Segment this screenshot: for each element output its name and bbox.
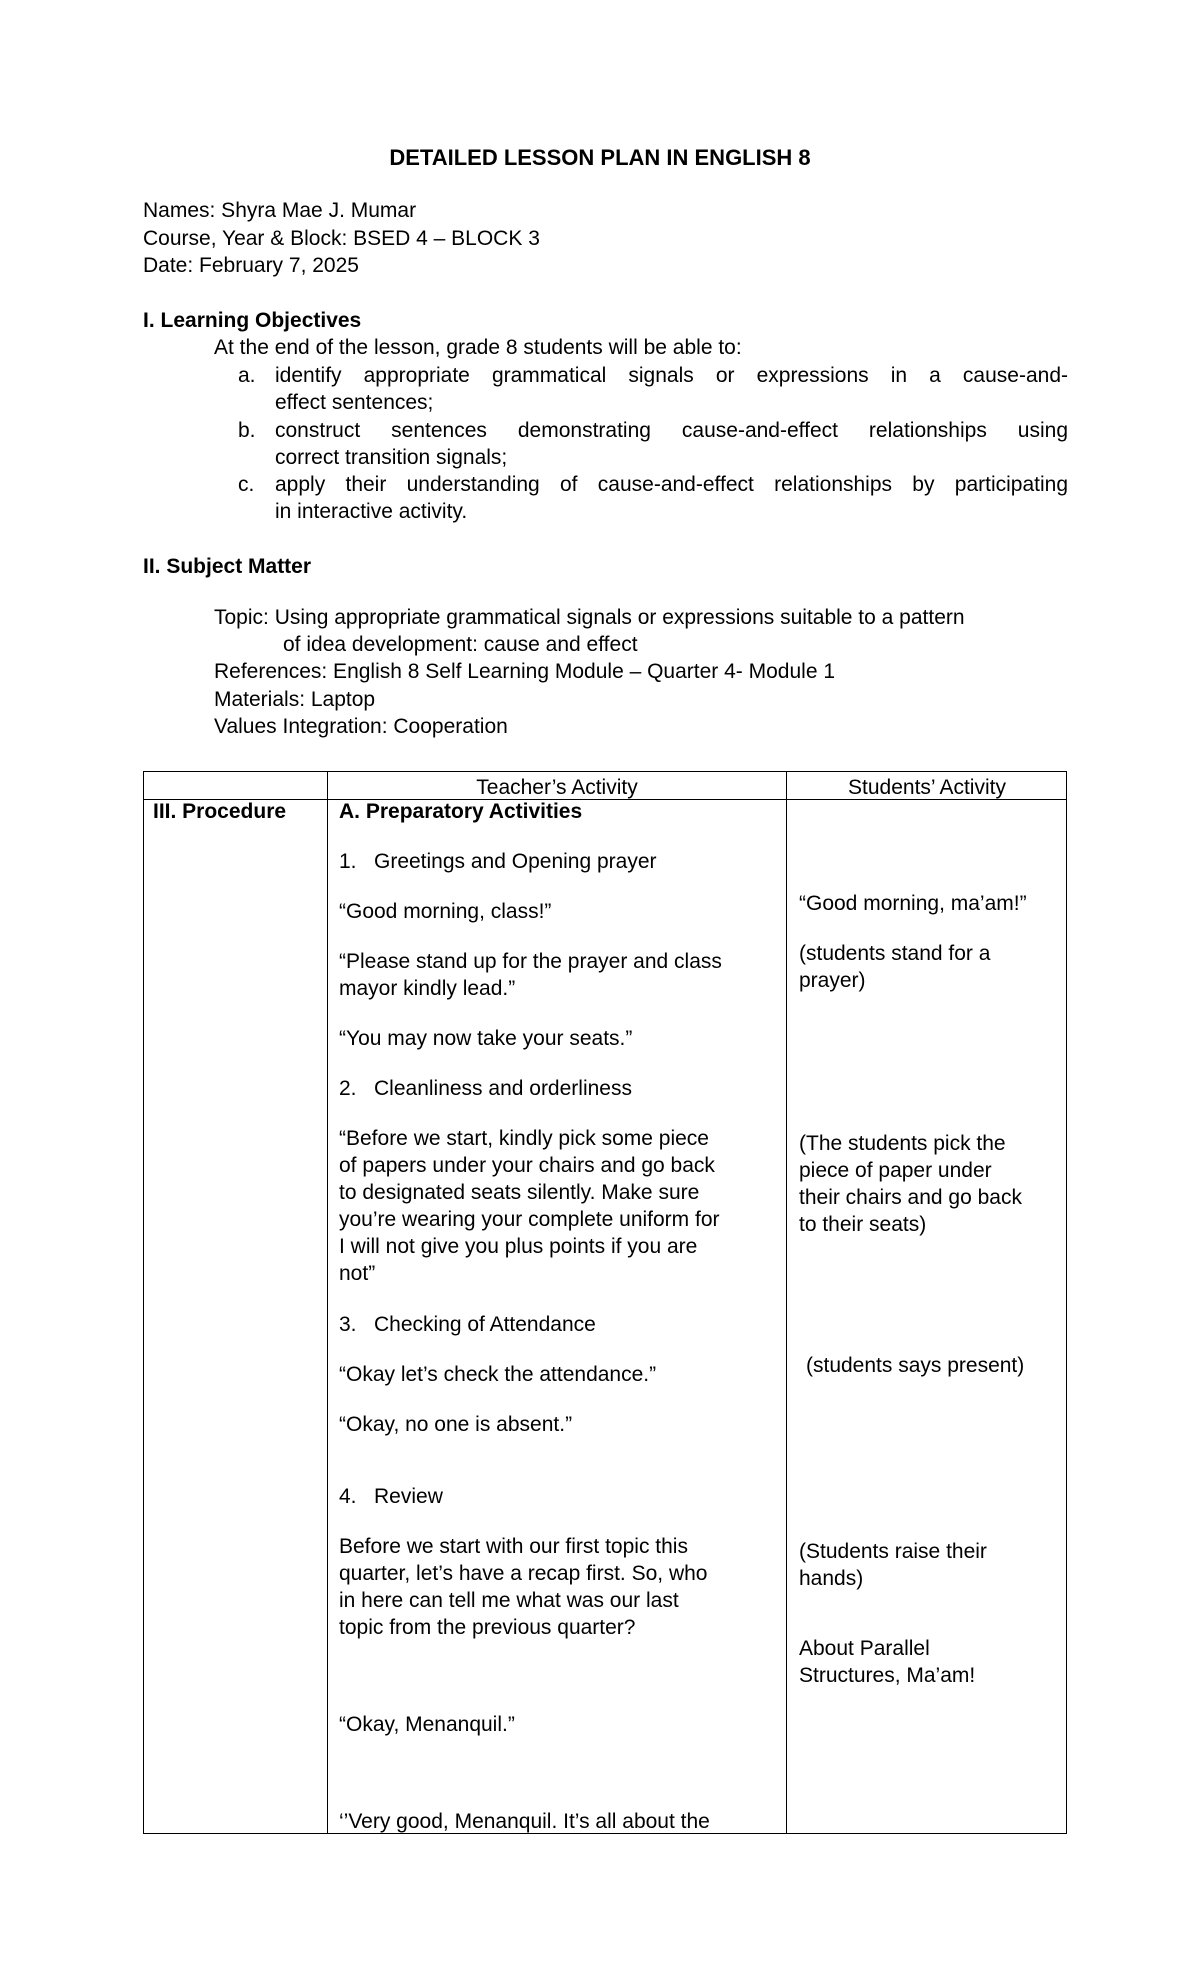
teacher-activity-header: Teacher’s Activity [476, 776, 638, 799]
materials: Materials: Laptop [214, 688, 376, 711]
teacher-line: Before we start with our first topic this [339, 1535, 688, 1558]
step-title: Checking of Attendance [374, 1313, 596, 1336]
section-heading: A. Preparatory Activities [339, 800, 583, 823]
values-integration: Values Integration: Cooperation [214, 715, 508, 738]
step-title: Review [374, 1485, 443, 1508]
teacher-line: ‘’Very good, Menanquil. It’s all about the [339, 1810, 710, 1833]
objective-text: apply their understanding of cause-and-effect relationships by participating [275, 473, 1068, 496]
step-number: 1. [339, 850, 357, 873]
student-line: prayer) [799, 969, 866, 992]
objective-text: identify appropriate grammatical signals or expressions in a cause-and- [275, 364, 1068, 387]
teacher-line: you’re wearing your complete uniform for [339, 1208, 720, 1231]
student-name: Names: Shyra Mae J. Mumar [143, 199, 417, 222]
objective-text: effect sentences; [275, 391, 434, 414]
teacher-line: quarter, let’s have a recap first. So, who [339, 1562, 708, 1585]
student-line: Structures, Ma’am! [799, 1664, 976, 1687]
students-activity-header: Students’ Activity [848, 776, 1006, 799]
student-line: their chairs and go back [799, 1186, 1022, 1209]
page-title: DETAILED LESSON PLAN IN ENGLISH 8 [389, 145, 811, 170]
step-number: 3. [339, 1313, 357, 1336]
subject-matter-heading: II. Subject Matter [143, 555, 312, 578]
objective-marker: a. [238, 364, 256, 387]
student-line: piece of paper under [799, 1159, 992, 1182]
teacher-line: mayor kindly lead.” [339, 977, 516, 1000]
student-line: “Good morning, ma’am!” [799, 892, 1027, 915]
teacher-line: of papers under your chairs and go back [339, 1154, 715, 1177]
objectives-intro: At the end of the lesson, grade 8 students will be able to: [214, 336, 742, 359]
student-line: (students says present) [806, 1354, 1025, 1377]
objective-text: construct sentences demonstrating cause-and-effect relationships using [275, 419, 1068, 442]
teacher-line: not” [339, 1262, 376, 1285]
teacher-line: in here can tell me what was our last [339, 1589, 679, 1612]
column-divider [327, 772, 328, 1833]
objective-text: in interactive activity. [275, 500, 468, 523]
student-line: to their seats) [799, 1213, 927, 1236]
topic-line: of idea development: cause and effect [283, 633, 638, 656]
step-number: 4. [339, 1485, 357, 1508]
objective-marker: c. [238, 473, 255, 496]
teacher-line: “Okay, no one is absent.” [339, 1413, 573, 1436]
course-year-block: Course, Year & Block: BSED 4 – BLOCK 3 [143, 227, 540, 250]
objective-text: correct transition signals; [275, 446, 508, 469]
procedure-table [143, 771, 1067, 1834]
step-title: Greetings and Opening prayer [374, 850, 657, 873]
lesson-date: Date: February 7, 2025 [143, 254, 359, 277]
column-divider [786, 772, 787, 1833]
teacher-line: “Before we start, kindly pick some piece [339, 1127, 709, 1150]
teacher-line: “Okay, Menanquil.” [339, 1713, 515, 1736]
references: References: English 8 Self Learning Module – Quarter 4- Module 1 [214, 660, 836, 683]
objectives-heading: I. Learning Objectives [143, 309, 362, 332]
teacher-line: “You may now take your seats.” [339, 1027, 633, 1050]
teacher-line: “Good morning, class!” [339, 900, 552, 923]
student-line: hands) [799, 1567, 864, 1590]
student-line: (Students raise their [799, 1540, 987, 1563]
step-number: 2. [339, 1077, 357, 1100]
student-line: (students stand for a [799, 942, 991, 965]
topic-line: Topic: Using appropriate grammatical signals or expressions suitable to a pattern [214, 606, 965, 629]
teacher-line: to designated seats silently. Make sure [339, 1181, 700, 1204]
student-line: (The students pick the [799, 1132, 1006, 1155]
teacher-line: topic from the previous quarter? [339, 1616, 636, 1639]
teacher-line: I will not give you plus points if you are [339, 1235, 698, 1258]
procedure-label: III. Procedure [153, 800, 287, 823]
teacher-line: “Okay let’s check the attendance.” [339, 1363, 657, 1386]
student-line: About Parallel [799, 1637, 930, 1660]
step-title: Cleanliness and orderliness [374, 1077, 632, 1100]
teacher-line: “Please stand up for the prayer and class [339, 950, 722, 973]
objective-marker: b. [238, 419, 256, 442]
